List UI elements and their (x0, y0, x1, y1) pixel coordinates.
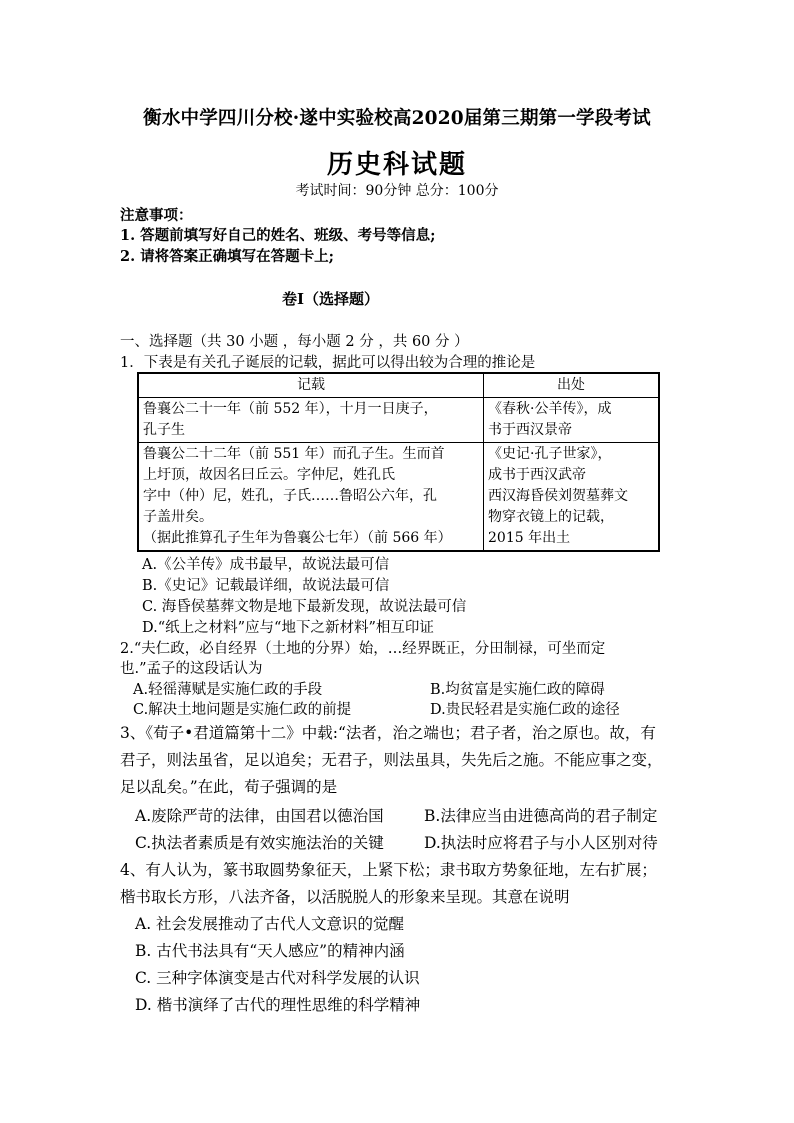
q3-option-d: D.执法时应将君子与小人区别对待 (424, 834, 658, 852)
q3-stem-line-2: 君子，则法虽省，足以追矣；无君子，则法虽具，失先后之施。不能应事之变， (120, 751, 663, 769)
cell-line: （据此推算孔子生年为鲁襄公七年）（前 566 年） (143, 530, 452, 546)
exam-school-title: 衡水中学四川分校·遂中实验校高2020届第三期第一学段考试 (143, 108, 651, 129)
section-intro: 一、选择题（共 30 小题 ，每小题 2 分 ，共 60 分 ） (120, 334, 469, 350)
q1-option-c: C. 海昏侯墓葬文物是地下最新发现，故说法最可信 (142, 599, 467, 615)
q1-option-b: B.《史记》记载最详细，故说法最可信 (142, 578, 390, 594)
q3-option-a: A.废除严苛的法律，由国君以德治国 (135, 807, 384, 825)
cell-line: 上圩顶，故因名曰丘云。字仲尼，姓孔氏 (143, 467, 395, 483)
table-header-row (138, 373, 659, 398)
table-header-record: 记载 (138, 373, 484, 398)
q2-stem-line-1: 2.“夫仁政，必自经界（土地的分界）始，…经界既正，分田制禄，可坐而定 (120, 641, 606, 657)
cell-line: 《史记·孔子世家》， (488, 446, 612, 462)
q1-option-d: D.“纸上之材料”应与“地下之新材料”相互印证 (142, 620, 434, 636)
q2-option-d: D.贵民轻君是实施仁政的途径 (430, 702, 620, 718)
table-row (138, 443, 659, 552)
table-row (138, 398, 659, 443)
cell-line: 书于西汉景帝 (488, 422, 572, 438)
cell-line: 《春秋·公羊传》，成 (488, 401, 612, 417)
q4-option-d: D. 楷书演绎了古代的理性思维的科学精神 (135, 996, 421, 1014)
note-item-2: 2. 请将答案正确填写在答题卡上; (120, 248, 335, 265)
q4-stem-line-2: 楷书取长方形，八法齐备，以活脱脱人的形象来呈现。其意在说明 (120, 888, 570, 906)
q1-stem: 1．下表是有关孔子诞辰的记载，据此可以得出较为合理的推论是 (120, 355, 536, 371)
subject-title: 历史科试题 (326, 150, 467, 180)
q3-option-b: B.法律应当由进德高尚的君子制定 (424, 807, 658, 825)
q3-stem-line-1: 3、《荀子•君道篇第十二》中载:“法者，治之端也；君子者，治之原也。故，有 (120, 724, 656, 742)
q1-record-table (137, 372, 660, 552)
notes-heading: 注意事项： (120, 207, 193, 224)
cell-line: 物穿衣镜上的记载， (488, 509, 614, 525)
q2-stem-line-2: 也.”孟子的这段话认为 (120, 661, 263, 677)
note-item-1: 1. 答题前填写好自己的姓名、班级、考号等信息; (120, 227, 436, 244)
q4-stem-line-1: 4、有人认为，篆书取圆势象征天，上紧下松；隶书取方势象征地，左右扩展； (120, 861, 657, 879)
q2-option-c: C.解决土地问题是实施仁政的前提 (133, 702, 352, 718)
q2-option-b: B.均贫富是实施仁政的障碍 (430, 682, 605, 698)
cell-line: 子盖卅矣。 (143, 509, 213, 525)
q3-option-c: C.执法者素质是有效实施法治的关键 (135, 834, 384, 852)
cell-line: 2015 年出土 (488, 530, 571, 546)
table-cell-record (138, 443, 484, 552)
q1-option-a: A.《公羊传》成书最早，故说法最可信 (142, 557, 390, 573)
q2-option-a: A.轻徭薄赋是实施仁政的手段 (133, 682, 323, 698)
cell-line: 鲁襄公二十二年（前 551 年）而孔子生。生而首 (143, 446, 445, 462)
q4-option-a: A. 社会发展推动了古代人文意识的觉醒 (135, 915, 405, 933)
cell-line: 孔子生 (143, 422, 185, 438)
section-title: 卷I（选择题） (282, 290, 380, 308)
cell-line: 西汉海昏侯刘贺墓葬文 (488, 488, 628, 504)
q3-stem-line-3: 足以乱矣。”在此，荀子强调的是 (120, 778, 338, 796)
exam-meta: 考试时间：90分钟 总分：100分 (295, 183, 499, 199)
q4-option-c: C. 三种字体演变是古代对科学发展的认识 (135, 969, 420, 987)
table-header-source: 出处 (484, 373, 660, 398)
q4-option-b: B. 古代书法具有“天人感应”的精神内涵 (135, 942, 405, 960)
table-cell-source (484, 443, 660, 552)
cell-line: 成书于西汉武帝 (488, 467, 586, 483)
table-cell-source (484, 398, 660, 443)
cell-line: 字中（仲）尼，姓孔，子氏……鲁昭公六年，孔 (143, 488, 437, 504)
table-cell-record (138, 398, 484, 443)
cell-line: 鲁襄公二十一年（前 552 年），十月一日庚子， (143, 401, 438, 417)
